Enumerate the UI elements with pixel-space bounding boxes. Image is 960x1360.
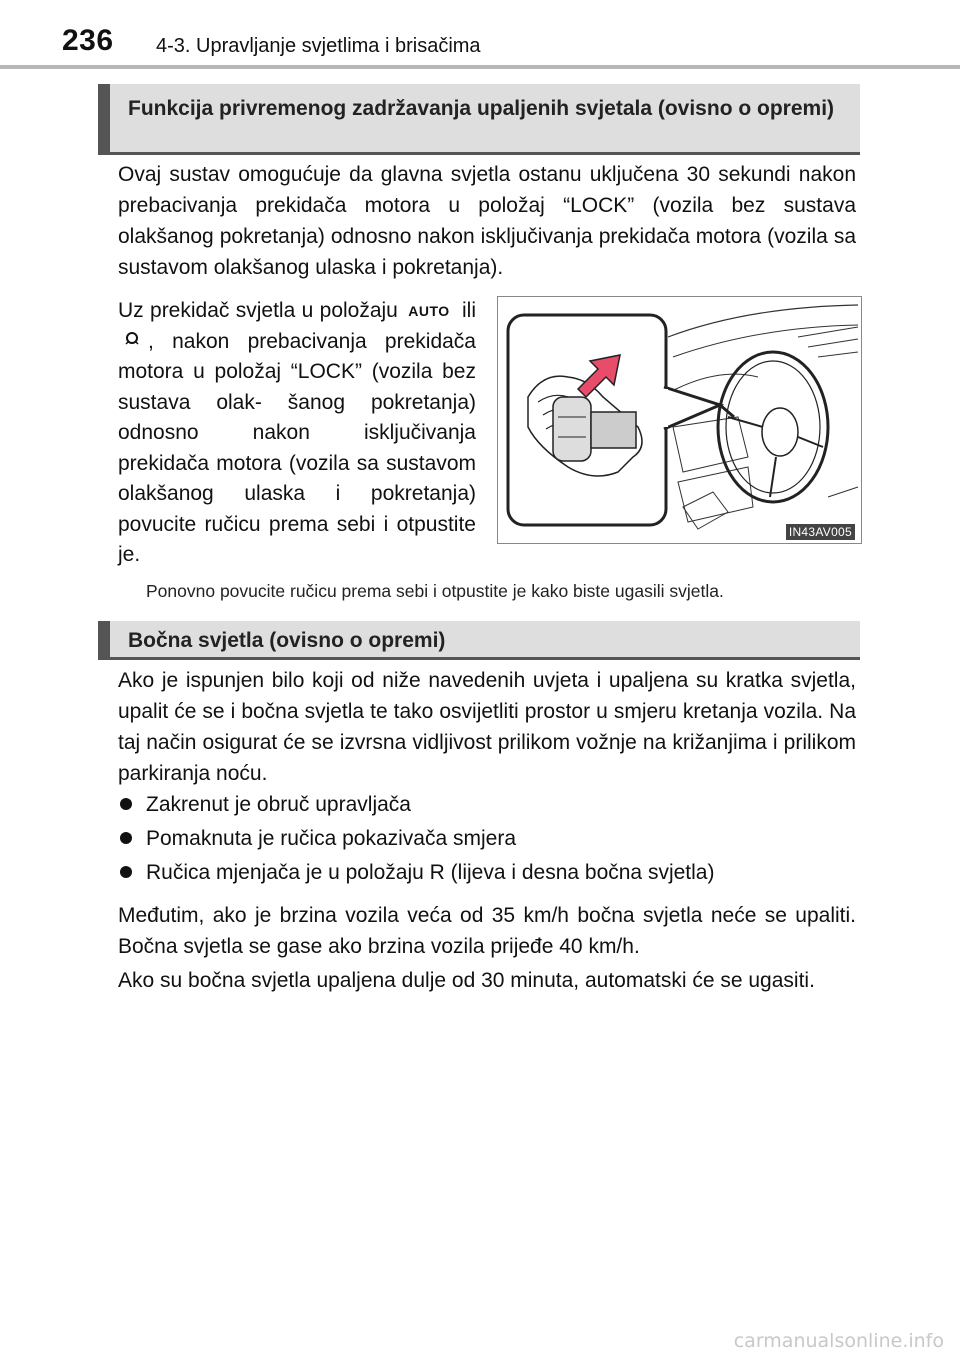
running-header: 4-3. Upravljanje svjetlima i brisačima bbox=[156, 35, 481, 57]
section-title-cornering-lights bbox=[98, 621, 860, 657]
bullet-icon bbox=[120, 832, 132, 844]
instruction-or: ili bbox=[462, 299, 477, 322]
list-item bbox=[118, 857, 856, 888]
list-item-text: Zakrenut je obruč upravljača bbox=[146, 793, 411, 816]
light-switch-illustration bbox=[497, 296, 862, 544]
bullet-icon bbox=[120, 798, 132, 810]
section1-note: Ponovno povucite ručicu prema sebi i otpustite je kako biste ugasili svjetla. bbox=[146, 581, 724, 601]
figure-drawing bbox=[498, 297, 862, 544]
headlight-icon bbox=[122, 327, 142, 358]
section-title-text: Bočna svjetla (ovisno o opremi) bbox=[128, 629, 446, 652]
instruction-part2: , nakon prebacivanja prekidača motora u položaj “LOCK” (vozila bez sustava olak- šanog pokretanja) odnosno nakon isključivanja prekidača motora (vozila sa sustavom olakšanog ulaska i pokretanja) povucite ručicu prema sebi i otpustite je. bbox=[118, 329, 476, 567]
list-item-text: Ručica mjenjača je u položaju R (lijeva i desna bočna svjetla) bbox=[146, 861, 715, 884]
header-rule bbox=[0, 65, 960, 69]
watermark: carmanualsonline.info bbox=[733, 1330, 944, 1352]
auto-icon: AUTO bbox=[408, 303, 450, 320]
list-item bbox=[118, 789, 856, 820]
list-item bbox=[118, 823, 856, 854]
section2-speed-note: Međutim, ako je brzina vozila veća od 35 km/h bočna svjetla neće se upaliti. Bočna svjetla se gase ako brzina vozila prijeđe 40 km/h. bbox=[118, 904, 856, 958]
section-title-text: Funkcija privremenog zadržavanja upaljenih svjetala (ovisno o opremi) bbox=[128, 97, 835, 120]
page-number: 236 bbox=[62, 24, 114, 57]
instruction-part1: Uz prekidač svjetla u položaju bbox=[118, 299, 398, 322]
section2-intro: Ako je ispunjen bilo koji od niže navedenih uvjeta i upaljena su kratka svjetla, upalit će se i bočna svjetla te tako osvijetliti prostor u smjeru kretanja vozila. Na taj način osigurat će se izvrsna vidljivost prilikom vožnje na križanjima i prilikom parkiranja noću. bbox=[118, 669, 856, 785]
section1-instruction bbox=[118, 296, 476, 571]
section2-timeout-note: Ako su bočna svjetla upaljena dulje od 30 minuta, automatski će se ugasiti. bbox=[118, 969, 815, 992]
figure-code: IN43AV005 bbox=[786, 524, 855, 540]
bullet-icon bbox=[120, 866, 132, 878]
list-item-text: Pomaknuta je ručica pokazivača smjera bbox=[146, 827, 517, 850]
section1-intro: Ovaj sustav omogućuje da glavna svjetla ostanu uključena 30 sekundi nakon prebacivanja prekidača motora u položaj “LOCK” (vozila bez sustava olakšanog pokretanja) odnosno nakon isključivanja prekidača motora (vozila sa sustavom olakšanog ulaska i pokretanja). bbox=[118, 163, 856, 279]
section-title-light-retention bbox=[98, 84, 860, 152]
